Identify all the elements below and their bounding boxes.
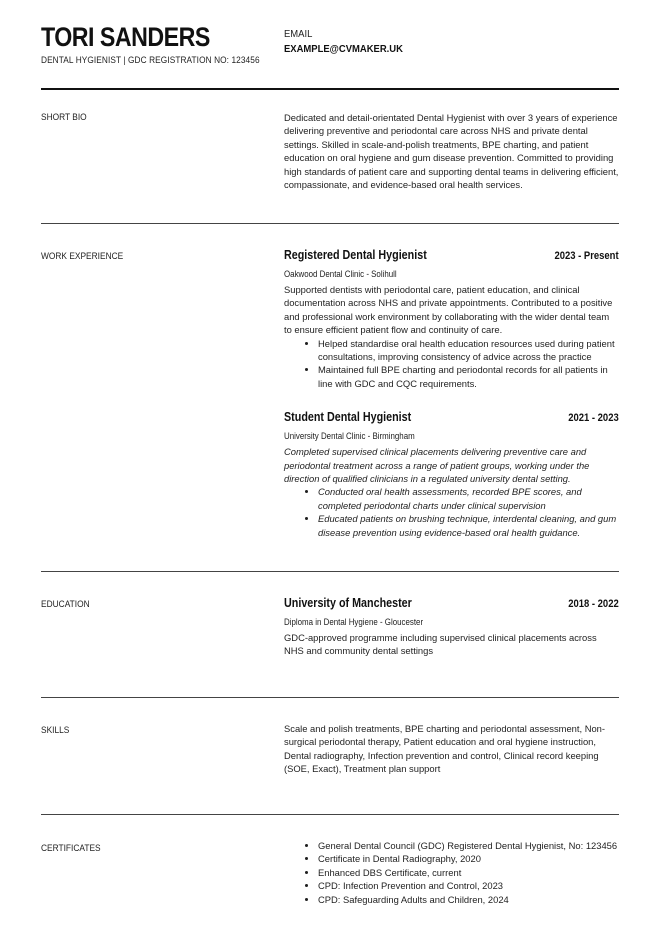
job-description: Supported dentists with periodontal care, patient education, and clinical documentation across NHS and private appointments. Contributed to a positive and professional work environment by collaborating with the wider dental team to ensure efficient patient flow and continuity of care. [284,284,613,336]
job-title: Registered Dental Hygienist [284,248,427,262]
work-experience-label: WORK EXPERIENCE [41,251,124,262]
job-entry [284,248,619,390]
email-value: EXAMPLE@CVMAKER.UK [284,43,403,55]
education-label: EDUCATION [41,599,90,610]
job-description: Completed supervised clinical placements delivering preventive care and periodontal treatment across a range of patient groups, working under the direction of qualified clinicians in a regulated university dental setting. [284,446,590,485]
list-item: • Enhanced DBS Certificate, current [318,866,619,879]
education-dates: 2018 - 2022 [568,598,619,610]
job-dates: 2021 - 2023 [568,412,619,425]
list-item: • Educated patients on brushing technique, interdental cleaning, and gum disease prevention using evidence-based oral health guidance. [318,512,619,539]
job-dates: 2023 - Present [554,250,619,262]
job-entry [284,410,619,539]
certificates-list [284,839,619,906]
list-item: • Helped standardise oral health education resources used during patient consultations, improving consistency of advice across the practice [318,337,619,364]
candidate-subtitle: DENTAL HYGIENIST | GDC REGISTRATION NO: 123456 [41,55,260,65]
job-organization: Oakwood Dental Clinic - Solihull [284,269,397,279]
list-item: • Conducted oral health assessments, recorded BPE scores, and completed periodontal charts under clinical supervision [318,485,619,512]
skills-text: Scale and polish treatments, BPE charting and periodontal assessment, Non-surgical periodontal therapy, Patient education and oral hygiene instruction, Dental radiography, Infection prevention and control, Clinical record keeping (SOE, Exact), Treatment plan support [284,723,606,775]
job-bullets [284,337,619,391]
certificates-label: CERTIFICATES [41,843,101,854]
work-experience-section [41,224,619,571]
education-description: GDC-approved programme including supervised clinical placements across NHS and community dental settings [284,632,597,657]
resume-header [41,0,619,88]
list-item: • CPD: Safeguarding Adults and Children, 2024 [318,893,619,906]
skills-section [41,698,619,814]
email-label: EMAIL [284,28,313,40]
candidate-name: TORI SANDERS [41,22,210,52]
institution-name: University of Manchester [284,596,412,610]
education-section [41,572,619,697]
job-bullets [284,485,619,539]
short-bio-text: Dedicated and detail-orientated Dental Hygienist with over 3 years of experience delivering preventive and periodontal care across NHS and private dental settings. Skilled in scale-and-polish treatments, BPE charting, and patient education on oral hygiene and gum disease prevention. Committed to providing high standards of patient care and supporting dental teams in delivering efficient, compassionate, and evidence-based oral health services. [284,112,619,191]
job-title: Student Dental Hygienist [284,410,412,425]
certificates-section [41,815,619,929]
list-item: • CPD: Infection Prevention and Control, 2023 [318,879,619,892]
job-organization: University Dental Clinic - Birmingham [284,431,415,442]
degree-name: Diploma in Dental Hygiene - Gloucester [284,617,424,627]
short-bio-label: SHORT BIO [41,112,87,123]
list-item: • Maintained full BPE charting and periodontal records for all patients in line with GDC and CQC requirements. [318,363,619,390]
short-bio-section [41,90,619,223]
list-item: • General Dental Council (GDC) Registered Dental Hygienist, No: 123456 [318,839,619,852]
skills-label: SKILLS [41,725,70,736]
list-item: • Certificate in Dental Radiography, 2020 [318,852,619,865]
